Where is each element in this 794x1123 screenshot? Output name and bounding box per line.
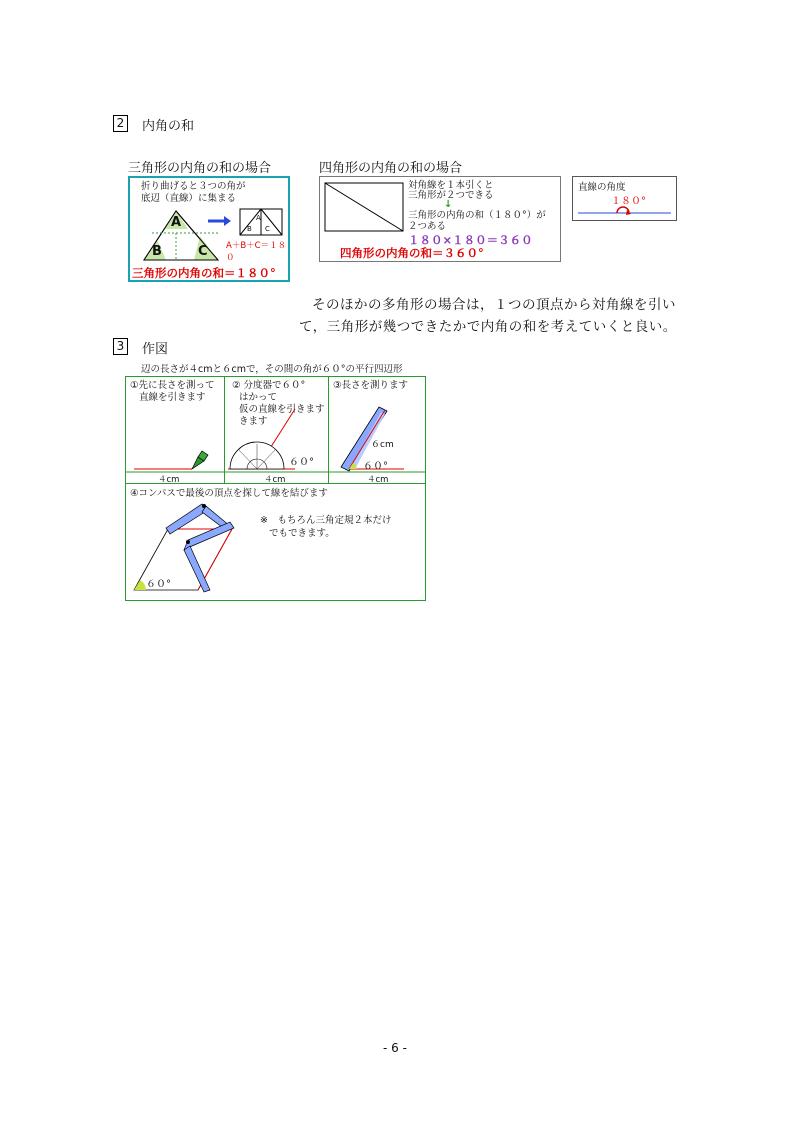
step1-figure <box>126 377 224 483</box>
step2-length: ４cm <box>264 475 286 485</box>
triangle-box-line1: 折り曲げると３つの角が <box>141 181 246 192</box>
triangle-box <box>128 176 290 282</box>
quad-line4: ２つある <box>408 221 447 232</box>
label-c: C <box>198 244 208 259</box>
step2-line2: はかって <box>239 392 278 403</box>
step3-length: ４cm <box>367 475 389 485</box>
small-label-a: A <box>256 214 261 222</box>
section-title-3: 作図 <box>142 342 169 357</box>
step1-line1: ①先に長さを測って <box>130 380 215 391</box>
quad-caption: 四角形の内角の和の場合 <box>319 161 463 176</box>
step3-side: ６cm <box>371 440 394 450</box>
step3-line1: ③長さを測ります <box>333 380 409 391</box>
step1-line2: 直線を引きます <box>139 392 206 403</box>
small-label-c: C <box>265 225 270 233</box>
label-b: B <box>152 244 162 259</box>
label-a: A <box>171 215 182 230</box>
step2-line3: 仮の直線を引きます <box>239 404 325 415</box>
triangle-equation: A＋B＋C＝１８０ <box>226 241 287 263</box>
paragraph-line1: そのほかの多角形の場合は，１つの頂点から対角線を引い <box>312 297 676 313</box>
triangle-result: 三角形の内角の和＝１８０° <box>132 266 276 280</box>
quad-equation: １８０×１８０＝３６０ <box>408 233 533 247</box>
paragraph-line2: て，三角形が幾つできたかで内角の和を考えていくと良い。 <box>299 319 677 335</box>
step4-note1: ※ もちろん三角定規２本だけ <box>260 515 392 526</box>
step4-note2: でもできます。 <box>269 528 335 539</box>
construction-subtitle: 辺の長さが４cmと６cmで，その間の角が６０°の平行四辺形 <box>141 364 403 375</box>
small-label-b: B <box>247 225 252 233</box>
step4-line1: ④コンパスで最後の頂点を探して線を結びます <box>130 488 328 499</box>
quad-down-arrow: ↓ <box>444 199 453 210</box>
quad-box <box>319 176 561 262</box>
step2-line4: きます <box>239 416 268 427</box>
straight-angle-box <box>572 176 677 221</box>
quad-line2: 三角形が２つできる <box>408 190 494 201</box>
section-number-3: 3 <box>113 338 128 355</box>
step2-line1: ② 分度器で６０° <box>232 380 306 391</box>
triangle-caption: 三角形の内角の和の場合 <box>128 161 272 176</box>
section-title-2: 内角の和 <box>142 119 195 134</box>
pencil-icon <box>192 451 208 469</box>
protractor-icon <box>230 442 284 469</box>
step4-angle: ６０° <box>146 579 171 590</box>
straight-angle-figure <box>573 177 676 220</box>
quad-line1: 対角線を１本引くと <box>408 180 494 191</box>
straight-angle-label: 直線の角度 <box>578 182 626 193</box>
page-number: - 6 - <box>383 1041 407 1055</box>
step3-angle: ６０° <box>363 461 388 472</box>
straight-angle-value: １８０° <box>611 196 646 207</box>
step2-angle: ６０° <box>289 457 314 468</box>
quad-line3: 三角形の内角の和（１８０°）が <box>408 210 546 221</box>
quad-result: 四角形の内角の和＝３６０° <box>340 246 484 260</box>
section-number-2: 2 <box>113 115 128 132</box>
step1-length: ４cm <box>158 475 180 485</box>
triangle-box-line2: 底辺（直線）に集まる <box>141 193 237 204</box>
construction-box <box>125 376 426 601</box>
